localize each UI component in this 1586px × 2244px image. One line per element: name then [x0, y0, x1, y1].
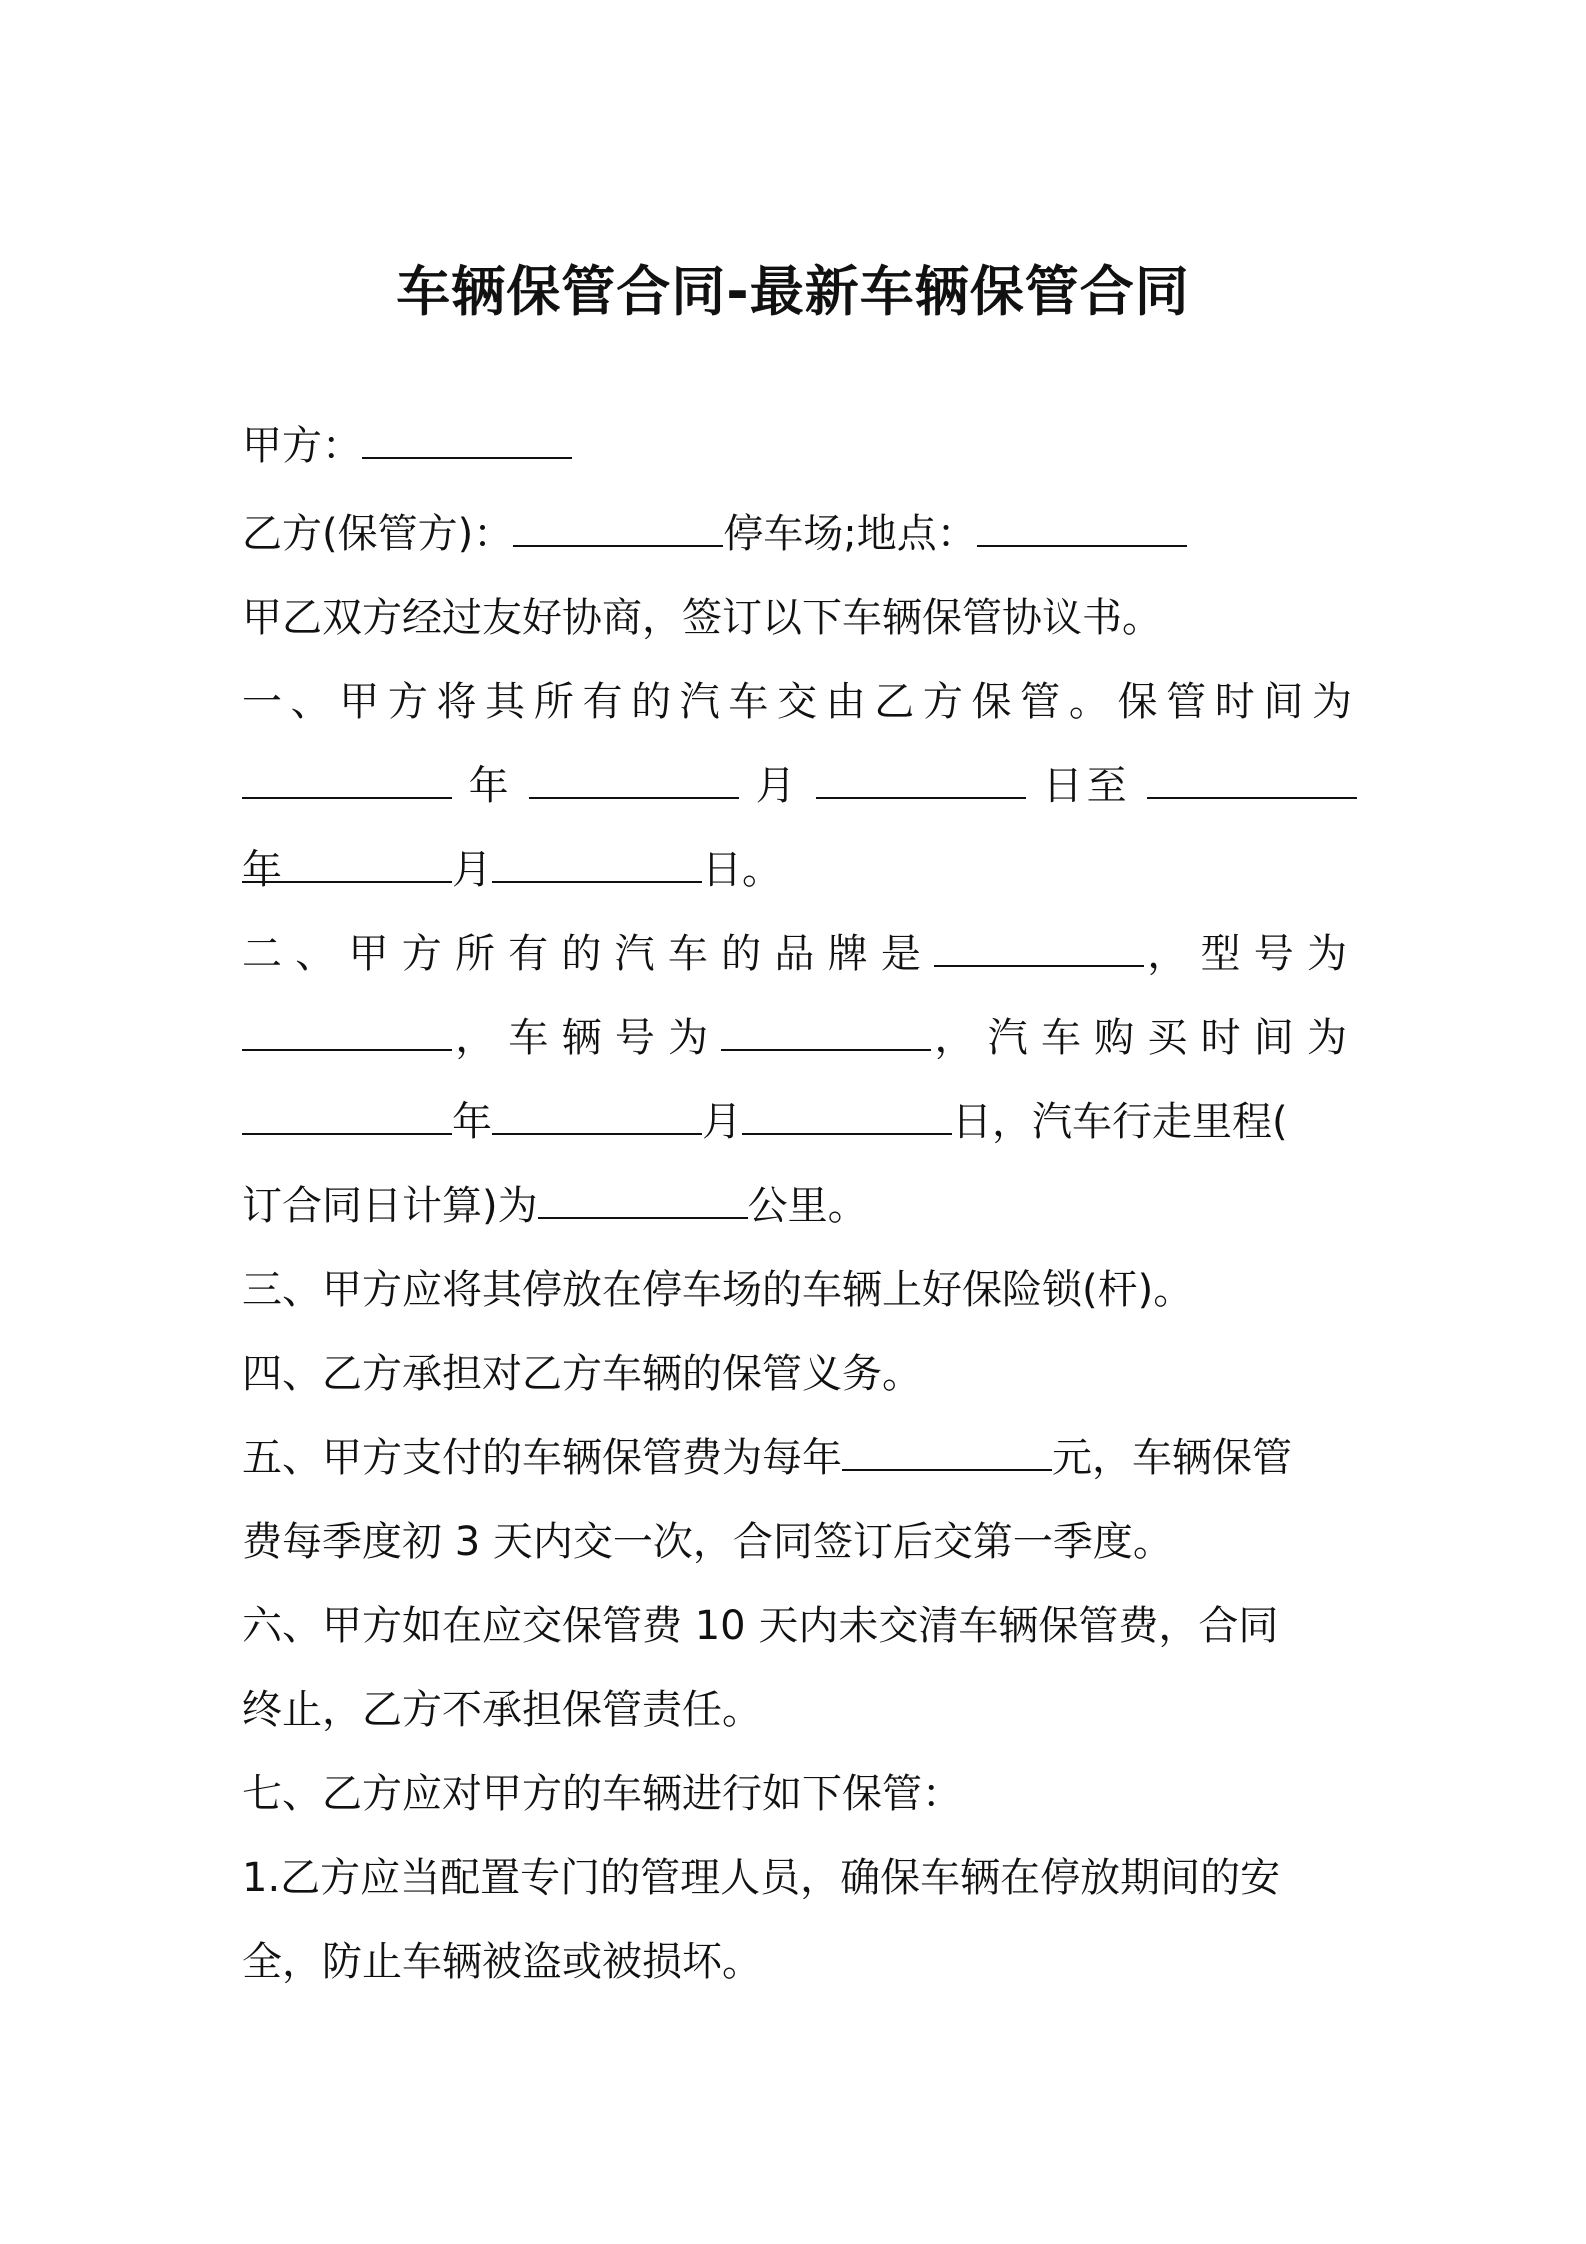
- purchase-month-blank: [492, 1099, 702, 1135]
- party-a-blank: [362, 423, 572, 459]
- end-month-label: 月: [452, 847, 492, 893]
- clause-5-cont-text: 费每季度初 3 天内交一次，合同签订后交第一季度。: [242, 1519, 1173, 1565]
- start-day-blank: [816, 763, 1026, 799]
- purchase-time-label: ，汽车购买时间为: [931, 1015, 1358, 1061]
- end-month-blank: [242, 847, 452, 883]
- km-label: 公里。: [747, 1183, 868, 1229]
- clause-5-fee-text: 五、甲方支付的车辆保管费为每年: [242, 1435, 842, 1481]
- purchase-year-blank: [242, 1099, 452, 1135]
- clause-4-text: 四、乙方承担对乙方车辆的保管义务。: [242, 1351, 922, 1397]
- start-year-blank: [242, 763, 452, 799]
- document-body: [242, 404, 1357, 2004]
- parking-location-label: 停车场;地点：: [723, 511, 977, 557]
- party-b-line: [242, 492, 1357, 576]
- party-b-label: 乙方(保管方)：: [242, 511, 514, 557]
- intro-text: 甲乙双方经过友好协商，签订以下车辆保管协议书。: [242, 595, 1162, 641]
- mileage-label: 日，汽车行走里程(: [952, 1099, 1288, 1145]
- annual-fee-blank: [842, 1435, 1052, 1471]
- party-a-label: 甲方：: [242, 423, 362, 469]
- mileage-calc-label: 订合同日计算)为: [242, 1183, 538, 1229]
- clause-3-line: [242, 1248, 1357, 1332]
- end-year-blank: [1147, 763, 1357, 799]
- clause-2-purchase-line: [242, 1080, 1357, 1164]
- clause-5-line: [242, 1416, 1357, 1500]
- document-title: 车辆保管合同-最新车辆保管合同: [396, 260, 1190, 323]
- purchase-year-label: 年: [452, 1099, 492, 1145]
- year-label: 年: [468, 763, 513, 809]
- clause-4-line: [242, 1332, 1357, 1416]
- clause-7-1-cont-text: 全，防止车辆被盗或被损坏。: [242, 1939, 762, 1985]
- clause-6-cont-line: [242, 1668, 1357, 1752]
- clause-1-line: [242, 660, 1357, 744]
- day-to-label: 日至: [1042, 763, 1131, 809]
- clause-6-cont-text: 终止，乙方不承担保管责任。: [242, 1687, 762, 1733]
- clause-1-end-line: [242, 828, 1357, 912]
- party-a-line: [242, 404, 1357, 488]
- clause-2-mileage-line: [242, 1164, 1357, 1248]
- month-label: 月: [755, 763, 800, 809]
- plate-blank: [721, 1015, 931, 1051]
- end-year-label: 年: [242, 847, 282, 893]
- clause-7-1-cont-line: [242, 1920, 1357, 2004]
- brand-blank: [934, 931, 1144, 967]
- clause-2-line: [242, 912, 1357, 996]
- model-label: ，型号为: [1144, 931, 1358, 977]
- clause-6-line: [242, 1584, 1357, 1668]
- clause-2-brand-text: 二、甲方所有的汽车的品牌是: [242, 931, 935, 977]
- purchase-day-blank: [742, 1099, 952, 1135]
- plate-label: ，车辆号为: [452, 1015, 722, 1061]
- party-b-blank: [513, 511, 723, 547]
- clause-7-line: [242, 1752, 1357, 1836]
- clause-1-text: 一、甲方将其所有的汽车交由乙方保管。保管时间为: [242, 679, 1357, 725]
- clause-5-cont-line: [242, 1500, 1357, 1584]
- mileage-blank: [538, 1183, 748, 1219]
- start-month-blank: [529, 763, 739, 799]
- clause-7-1-text: 1.乙方应当配置专门的管理人员，确保车辆在停放期间的安: [242, 1855, 1281, 1901]
- location-blank: [977, 511, 1187, 547]
- purchase-month-label: 月: [702, 1099, 742, 1145]
- end-day-label: 日。: [702, 847, 782, 893]
- clause-2-plate-line: [242, 996, 1357, 1080]
- clause-1-date-line: [242, 744, 1357, 893]
- clause-7-text: 七、乙方应对甲方的车辆进行如下保管：: [242, 1771, 962, 1817]
- clause-6-text: 六、甲方如在应交保管费 10 天内未交清车辆保管费，合同: [242, 1603, 1279, 1649]
- intro-line: [242, 576, 1357, 660]
- clause-7-1-line: [242, 1836, 1357, 1920]
- model-blank: [242, 1015, 452, 1051]
- clause-3-text: 三、甲方应将其停放在停车场的车辆上好保险锁(杆)。: [242, 1267, 1194, 1313]
- end-day-blank: [492, 847, 702, 883]
- clause-5-unit-text: 元，车辆保管: [1052, 1435, 1292, 1481]
